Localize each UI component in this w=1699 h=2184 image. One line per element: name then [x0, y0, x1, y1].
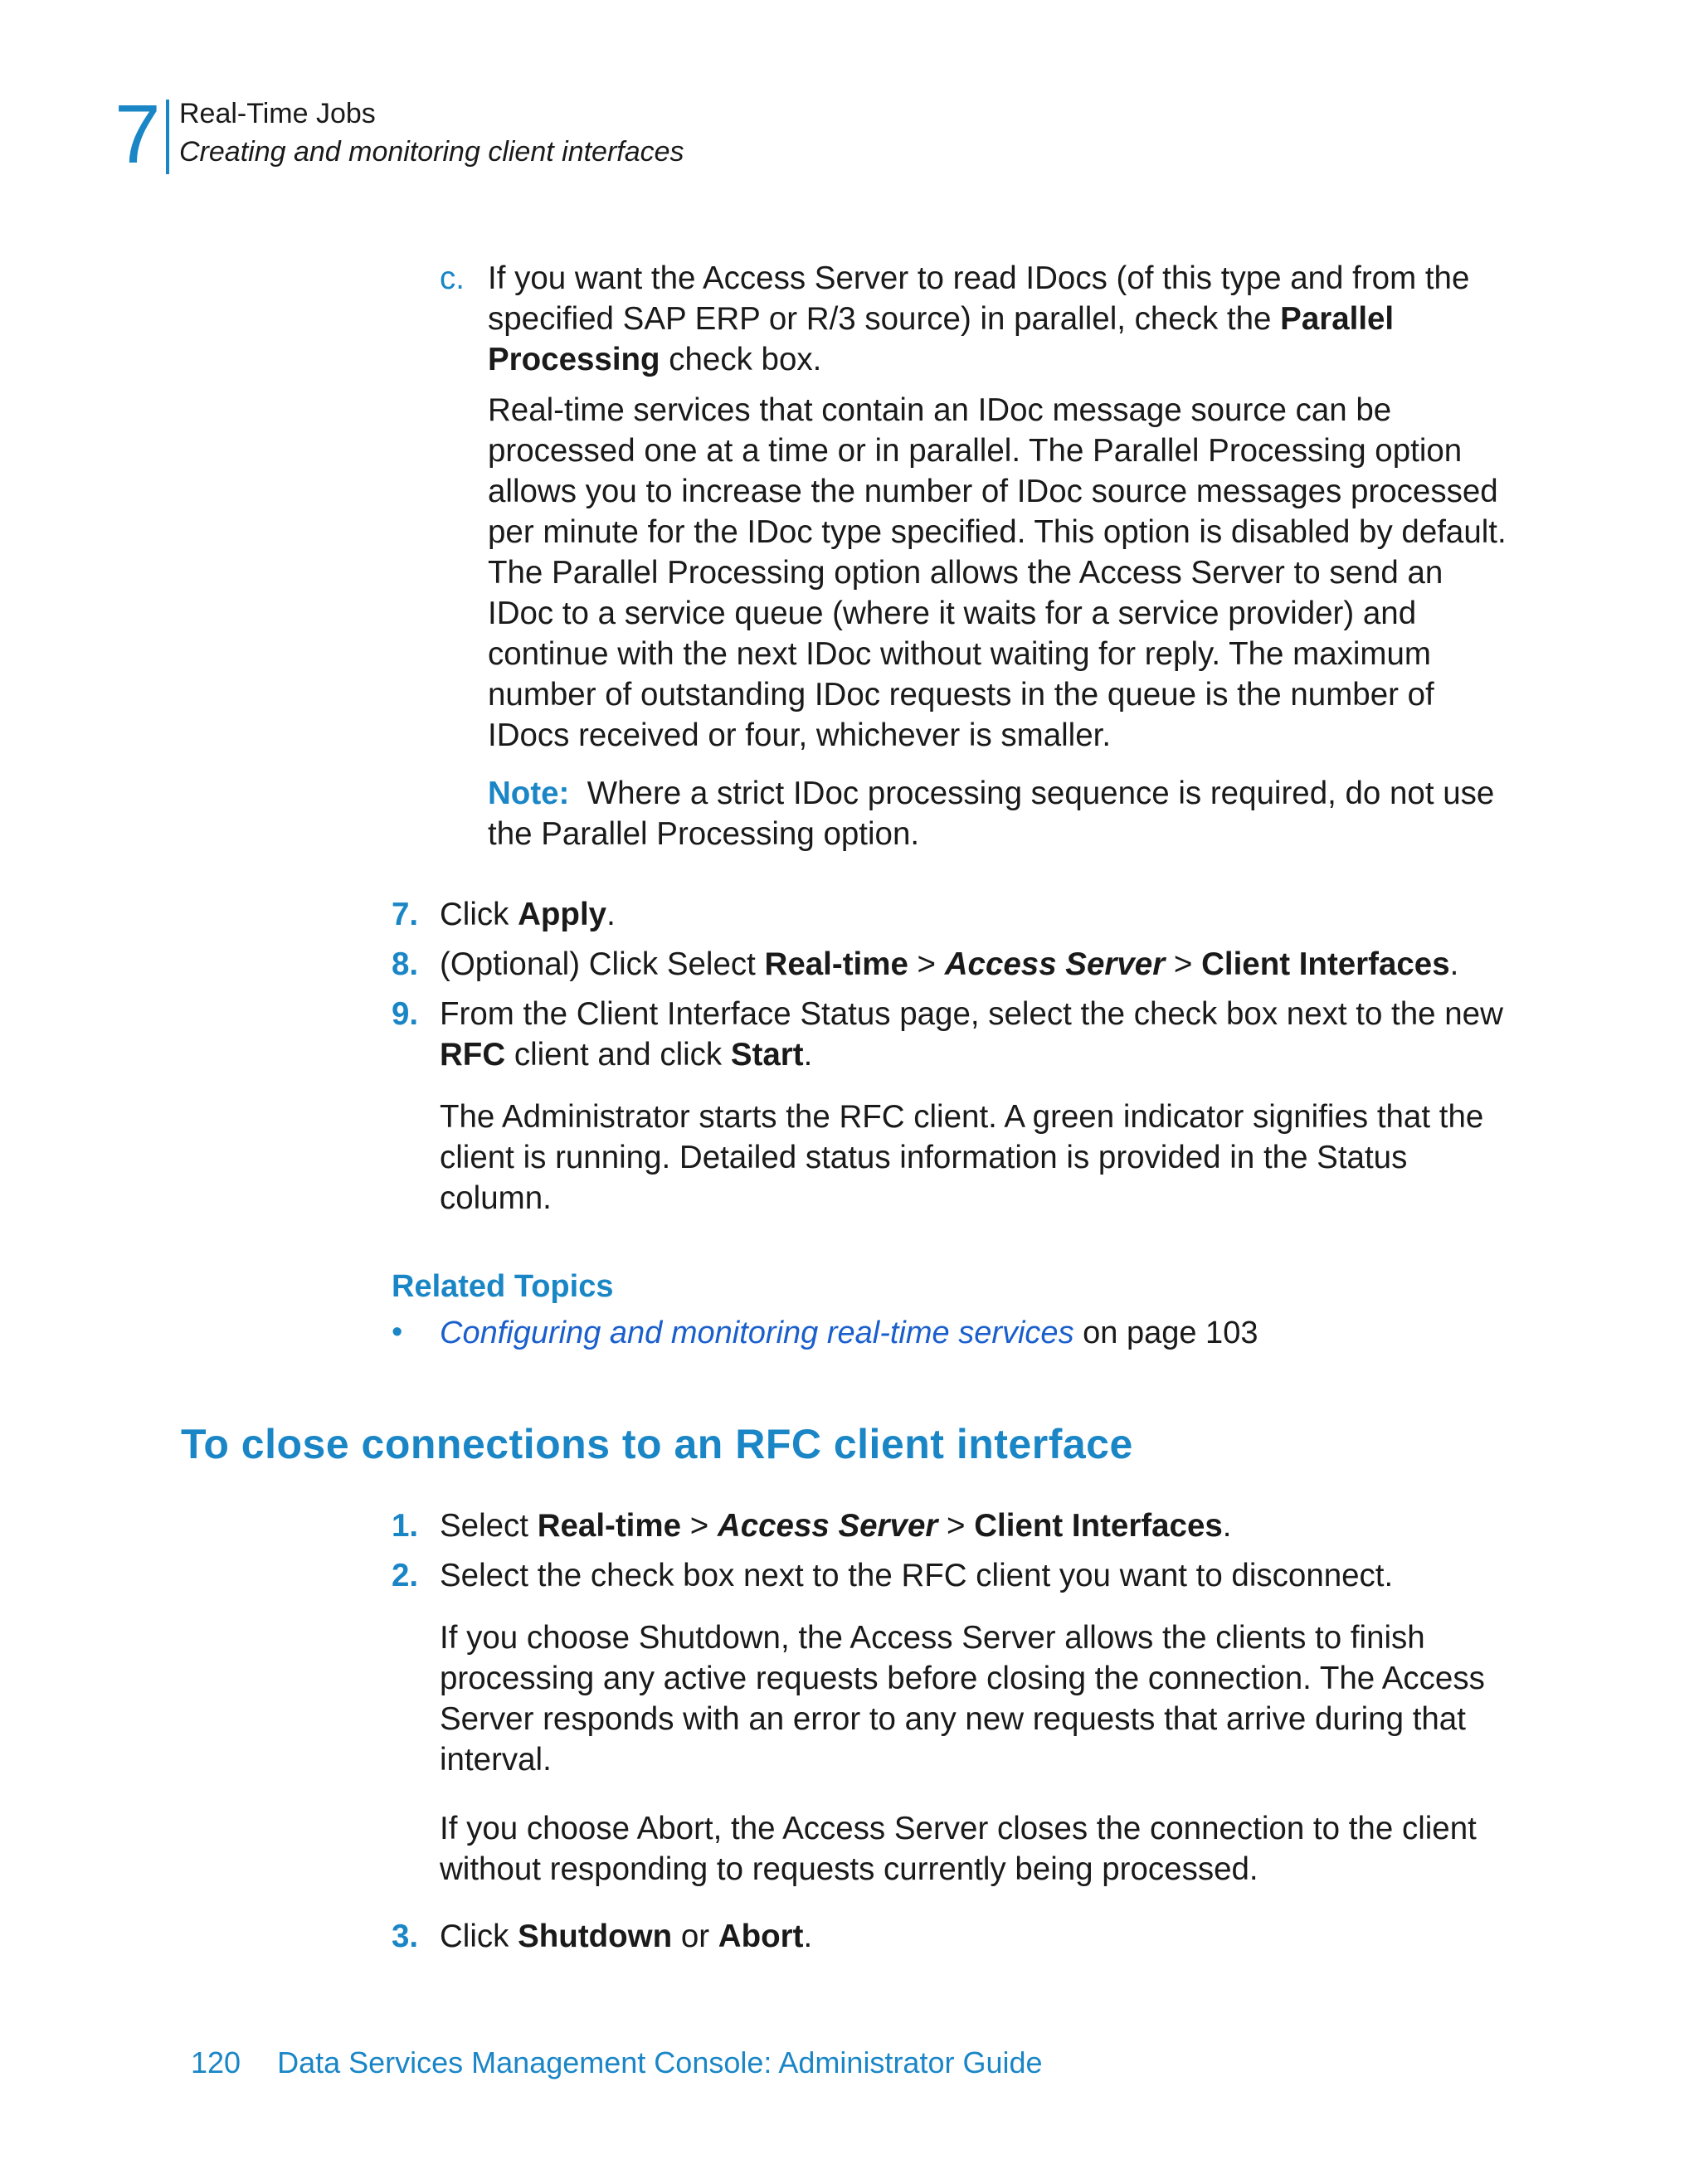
chapter-title: Real-Time Jobs — [179, 98, 376, 129]
page-number: 120 — [191, 2045, 241, 2079]
section-step-1-number: 1. — [392, 1508, 419, 1544]
section-heading: To close connections to an RFC client interface — [181, 1421, 1133, 1467]
footer-title: Data Services Management Console: Administrator Guide — [277, 2045, 1043, 2079]
section-step-2-number: 2. — [392, 1558, 419, 1593]
step-9-text: From the Client Interface Status page, select the check box next to the new RFC client and click Start. — [440, 996, 1503, 1073]
section-step-1-text: Select Real-time > Access Server > Client Interfaces. — [440, 1508, 1232, 1544]
step-9-number: 9. — [392, 996, 419, 1032]
note-label: Note: — [488, 776, 570, 811]
step-8-number: 8. — [392, 946, 419, 982]
related-topic-link[interactable]: Configuring and monitoring real-time services — [440, 1316, 1074, 1350]
step-7-number: 7. — [392, 897, 419, 932]
chapter-number: 7 — [114, 88, 161, 181]
note: Note: Where a strict IDoc processing sequence is required, do not use the Parallel Processing option. — [488, 776, 1495, 852]
section-paragraph-1: If you choose Shutdown, the Access Server allows the clients to finish processing any active requests before closing the connection. The Access Server responds with an error to any new requests that arrive during that interval. — [440, 1620, 1485, 1778]
section-title: Creating and monitoring client interfaces — [179, 136, 684, 168]
step-8-text: (Optional) Click Select Real-time > Access Server > Client Interfaces. — [440, 946, 1459, 982]
section-step-2-text: Select the check box next to the RFC client you want to disconnect. — [440, 1558, 1394, 1593]
step-7-text: Click Apply. — [440, 897, 616, 932]
step-c-marker: c. — [440, 260, 465, 296]
related-topics-heading: Related Topics — [392, 1269, 614, 1304]
page-footer — [191, 2045, 1043, 2080]
header-divider — [166, 100, 169, 174]
related-topic-item: Configuring and monitoring real-time services on page 103 — [440, 1316, 1258, 1350]
bullet-icon: • — [392, 1315, 403, 1350]
step-c-text: If you want the Access Server to read IDocs (of this type and from the specified SAP ERP or R/3 source) in parallel, check the Parallel Processing check box. — [488, 260, 1470, 377]
section-paragraph-2: If you choose Abort, the Access Server closes the connection to the client without responding to requests currently being processed. — [440, 1811, 1477, 1887]
section-step-3-number: 3. — [392, 1919, 419, 1954]
step-9-paragraph: The Administrator starts the RFC client. A green indicator signifies that the client is running. Detailed status information is provided in the Status column. — [440, 1099, 1484, 1216]
section-step-3-text: Click Shutdown or Abort. — [440, 1919, 813, 1954]
step-c-paragraph: Real-time services that contain an IDoc message source can be processed one at a time or in parallel. The Parallel Processing option allows you to increase the number of IDoc source messages processed per minute for the IDoc type specified. This option is disabled by default. The Parallel Processing option allows the Access Server to send an IDoc to a service queue (where it waits for a service provider) and continue with the next IDoc without waiting for reply. The maximum number of outstanding IDoc requests in the queue is the number of IDocs received or four, whichever is smaller. — [488, 392, 1507, 753]
